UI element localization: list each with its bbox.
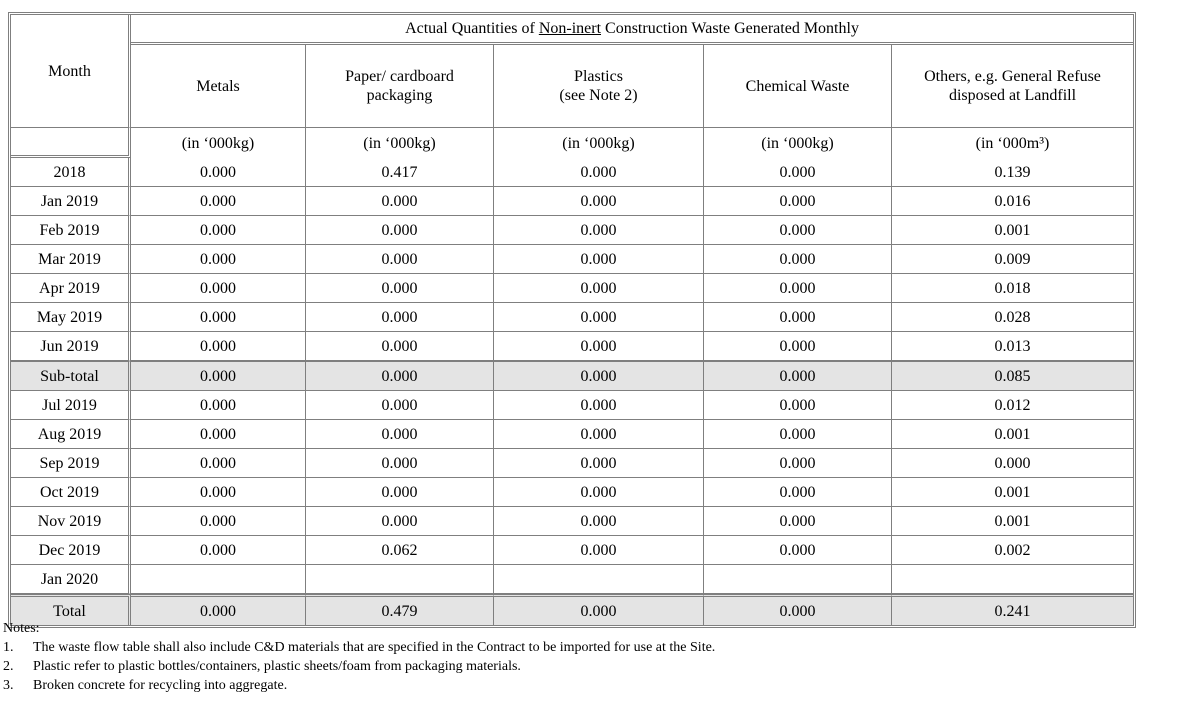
value-cell: 0.000 <box>704 245 892 274</box>
value-cell: 0.000 <box>131 303 306 332</box>
note-number: 1. <box>3 640 14 655</box>
unit-cell-chemical: (in ‘000kg) <box>704 128 892 158</box>
value-cell: 0.000 <box>131 507 306 536</box>
value-cell: 0.000 <box>494 594 704 625</box>
value-cell: 0.000 <box>704 536 892 565</box>
note-item <box>3 657 715 676</box>
value-cell: 0.000 <box>306 274 494 303</box>
unit-cell-others: (in ‘000m³) <box>975 134 1050 152</box>
table-row <box>11 507 1133 536</box>
table-title-prefix: Actual Quantities of <box>405 20 539 37</box>
value-cell: 0.000 <box>131 274 306 303</box>
value-cell: 0.000 <box>892 449 1133 478</box>
value-cell <box>131 565 306 594</box>
value-cell: 0.000 <box>306 478 494 507</box>
value-cell: 0.000 <box>494 449 704 478</box>
value-cell: 0.000 <box>704 594 892 625</box>
note-text: The waste flow table shall also include C&D materials that are specified in the Contract to be imported for use at the Site. <box>33 640 716 655</box>
note-item <box>3 676 715 695</box>
value-cell: 0.000 <box>494 420 704 449</box>
column-header-paper <box>306 45 494 128</box>
waste-table-container <box>8 12 1136 628</box>
table-row <box>11 274 1133 303</box>
month-cell: Mar 2019 <box>11 245 131 274</box>
value-cell: 0.000 <box>306 361 494 391</box>
month-cell: Jan 2019 <box>11 187 131 216</box>
table-title-underlined: Non-inert <box>538 20 602 37</box>
unit-cell-plastics: (in ‘000kg) <box>494 128 704 158</box>
value-cell: 0.000 <box>494 274 704 303</box>
value-cell: 0.000 <box>131 420 306 449</box>
value-cell: 0.000 <box>131 216 306 245</box>
value-cell: 0.000 <box>494 536 704 565</box>
month-cell: Oct 2019 <box>11 478 131 507</box>
value-cell: 0.009 <box>892 245 1133 274</box>
month-cell: Dec 2019 <box>11 536 131 565</box>
value-cell: 0.000 <box>306 420 494 449</box>
column-header-line1: Others, e.g. General Refuse <box>924 68 1101 85</box>
value-cell: 0.000 <box>494 507 704 536</box>
note-number: 3. <box>3 678 14 693</box>
month-unit-cell <box>11 128 131 158</box>
notes-section <box>3 619 715 695</box>
table-row <box>11 245 1133 274</box>
value-cell: 0.000 <box>494 216 704 245</box>
value-cell <box>306 565 494 594</box>
table-title-suffix: Construction Waste Generated Monthly <box>601 20 859 37</box>
table-body <box>11 158 1133 625</box>
table-row <box>11 158 1133 187</box>
column-header-line1: Chemical Waste <box>745 77 850 95</box>
value-cell: 0.000 <box>704 507 892 536</box>
value-cell: 0.000 <box>704 303 892 332</box>
table-row <box>11 449 1133 478</box>
month-cell: Jan 2020 <box>11 565 131 594</box>
table-row <box>11 391 1133 420</box>
column-header-others <box>892 45 1133 128</box>
value-cell: 0.000 <box>704 478 892 507</box>
unit-cell-metals: (in ‘000kg) <box>131 128 306 158</box>
value-cell: 0.016 <box>892 187 1133 216</box>
note-text: Plastic refer to plastic bottles/containers, plastic sheets/foam from packaging materials. <box>33 659 521 674</box>
note-item <box>3 638 715 657</box>
value-cell: 0.000 <box>494 478 704 507</box>
value-cell: 0.000 <box>131 391 306 420</box>
month-cell: Total <box>11 594 131 625</box>
value-cell: 0.000 <box>494 332 704 361</box>
value-cell: 0.000 <box>131 332 306 361</box>
column-header-line1: Plastics <box>574 68 623 85</box>
month-cell: Apr 2019 <box>11 274 131 303</box>
value-cell: 0.001 <box>892 216 1133 245</box>
value-cell: 0.000 <box>306 216 494 245</box>
value-cell: 0.000 <box>704 187 892 216</box>
table-title <box>131 15 1133 45</box>
value-cell: 0.001 <box>892 507 1133 536</box>
value-cell: 0.000 <box>704 361 892 391</box>
column-header-line2: packaging <box>366 87 433 104</box>
month-cell: Aug 2019 <box>11 420 131 449</box>
month-cell: Jun 2019 <box>11 332 131 361</box>
month-column-header <box>11 15 131 128</box>
waste-table <box>8 12 1136 628</box>
value-cell: 0.000 <box>494 245 704 274</box>
value-cell: 0.479 <box>306 594 494 625</box>
month-cell: Feb 2019 <box>11 216 131 245</box>
value-cell: 0.000 <box>494 391 704 420</box>
value-cell <box>494 565 704 594</box>
value-cell: 0.000 <box>306 187 494 216</box>
month-cell: 2018 <box>11 158 131 187</box>
value-cell: 0.241 <box>892 594 1133 625</box>
value-cell <box>892 565 1133 594</box>
value-cell: 0.000 <box>704 274 892 303</box>
value-cell: 0.028 <box>892 303 1133 332</box>
value-cell: 0.000 <box>306 507 494 536</box>
column-header-plastics <box>494 45 704 128</box>
value-cell: 0.000 <box>131 187 306 216</box>
column-header-line1: Paper/ cardboard <box>345 68 454 85</box>
value-cell: 0.000 <box>494 187 704 216</box>
note-text: Broken concrete for recycling into aggregate. <box>33 678 288 693</box>
table-row <box>11 565 1133 594</box>
value-cell: 0.000 <box>306 449 494 478</box>
column-header-metals <box>131 45 306 128</box>
value-cell: 0.018 <box>892 274 1133 303</box>
column-header-line2: disposed at Landfill <box>948 87 1077 104</box>
table-row <box>11 216 1133 245</box>
value-cell: 0.000 <box>704 420 892 449</box>
value-cell: 0.000 <box>131 158 306 187</box>
value-cell: 0.000 <box>306 391 494 420</box>
value-cell: 0.139 <box>892 158 1133 187</box>
value-cell: 0.000 <box>131 594 306 625</box>
value-cell: 0.000 <box>494 361 704 391</box>
table-row <box>11 187 1133 216</box>
month-cell: Nov 2019 <box>11 507 131 536</box>
month-cell: Jul 2019 <box>11 391 131 420</box>
value-cell: 0.000 <box>494 303 704 332</box>
column-header-line2: (see Note 2) <box>559 87 638 104</box>
column-header-chemical <box>704 45 892 128</box>
value-cell: 0.000 <box>131 245 306 274</box>
value-cell: 0.000 <box>704 332 892 361</box>
note-number: 2. <box>3 659 14 674</box>
unit-cell-paper: (in ‘000kg) <box>306 128 494 158</box>
table-row <box>11 536 1133 565</box>
value-cell: 0.000 <box>131 478 306 507</box>
value-cell: 0.001 <box>892 478 1133 507</box>
value-cell: 0.013 <box>892 332 1133 361</box>
notes-title: Notes: <box>3 621 40 636</box>
month-cell: Sep 2019 <box>11 449 131 478</box>
value-cell: 0.000 <box>494 158 704 187</box>
value-cell: 0.417 <box>306 158 494 187</box>
value-cell: 0.001 <box>892 420 1133 449</box>
month-header-label: Month <box>48 62 91 80</box>
value-cell <box>704 565 892 594</box>
value-cell: 0.000 <box>131 449 306 478</box>
value-cell: 0.000 <box>704 391 892 420</box>
table-row <box>11 420 1133 449</box>
value-cell: 0.012 <box>892 391 1133 420</box>
value-cell: 0.000 <box>704 216 892 245</box>
column-header-line1: Metals <box>196 77 240 95</box>
value-cell: 0.000 <box>306 303 494 332</box>
table-row <box>11 332 1133 361</box>
value-cell: 0.000 <box>704 449 892 478</box>
value-cell: 0.002 <box>892 536 1133 565</box>
value-cell: 0.000 <box>704 158 892 187</box>
subtotal-row <box>11 361 1133 391</box>
value-cell: 0.085 <box>892 361 1133 391</box>
month-cell: Sub-total <box>11 361 131 391</box>
table-row <box>11 303 1133 332</box>
value-cell: 0.000 <box>131 536 306 565</box>
month-cell: May 2019 <box>11 303 131 332</box>
value-cell: 0.000 <box>306 332 494 361</box>
value-cell: 0.000 <box>306 245 494 274</box>
value-cell: 0.062 <box>306 536 494 565</box>
value-cell: 0.000 <box>131 361 306 391</box>
table-row <box>11 478 1133 507</box>
